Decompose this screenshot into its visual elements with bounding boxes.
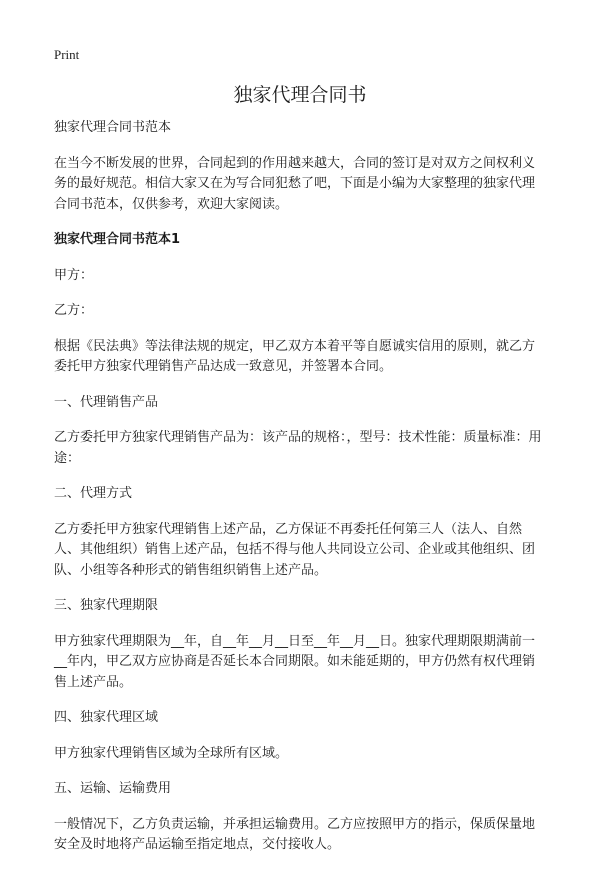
section-text: 一般情况下，乙方负责运输，并承担运输费用。乙方应按照甲方的指示，保质保量地安全及时地将产品运输至指定地点，交付接收人。 [54,816,536,852]
section-heading: 二、代理方式 [54,486,133,501]
preamble-paragraph: 根据《民法典》等法律法规的规定，甲乙双方本着平等自愿诚实信用的原则，就乙方委托甲方独家代理销售产品达成一致意见，并签署本合同。 [54,338,536,374]
sample-heading: 独家代理合同书范本1 [54,232,181,247]
section-text: 乙方委托甲方独家代理销售产品为：该产品的规格：，型号：技术性能：质量标准：用途： [54,430,542,466]
party-b-line: 乙方： [54,303,94,318]
print-link[interactable]: Print [54,47,80,62]
section-text: 甲方独家代理销售区域为全球所有区域。 [54,745,289,761]
document-body [54,118,546,871]
section-heading: 一、代理销售产品 [54,394,159,410]
section-text: 乙方委托甲方独家代理销售上述产品，乙方保证不再委托任何第三人（法人、自然人、其他组织）销售上述产品，包括不得与他人共同设立公司、企业或其他组织、团队、小组等各种形式的销售组织销售上述产品。 [54,521,536,578]
section-heading: 四、独家代理区域 [54,710,159,725]
party-a-line: 甲方： [54,267,94,283]
section-heading: 三、独家代理期限 [54,598,159,613]
section-heading: 五、运输、运输费用 [54,781,172,796]
intro-paragraph: 在当今不断发展的世界，合同起到的作用越来越大，合同的签订是对双方之间权利义务的最好规范。相信大家又在为写合同犯愁了吧，下面是小编为大家整理的独家代理合同书范本，仅供参考，欢迎大家阅读。 [54,155,536,212]
document-subtitle: 独家代理合同书范本 [54,120,172,135]
section-text: 甲方独家代理期限为__年，自__年__月__日至__年__月__日。独家代理期限期满前一__年内，甲乙双方应协商是否延长本合同期限。如未能延期的，甲方仍然有权代理销售上述产品。 [54,633,536,690]
page-title: 独家代理合同书 [233,84,367,106]
